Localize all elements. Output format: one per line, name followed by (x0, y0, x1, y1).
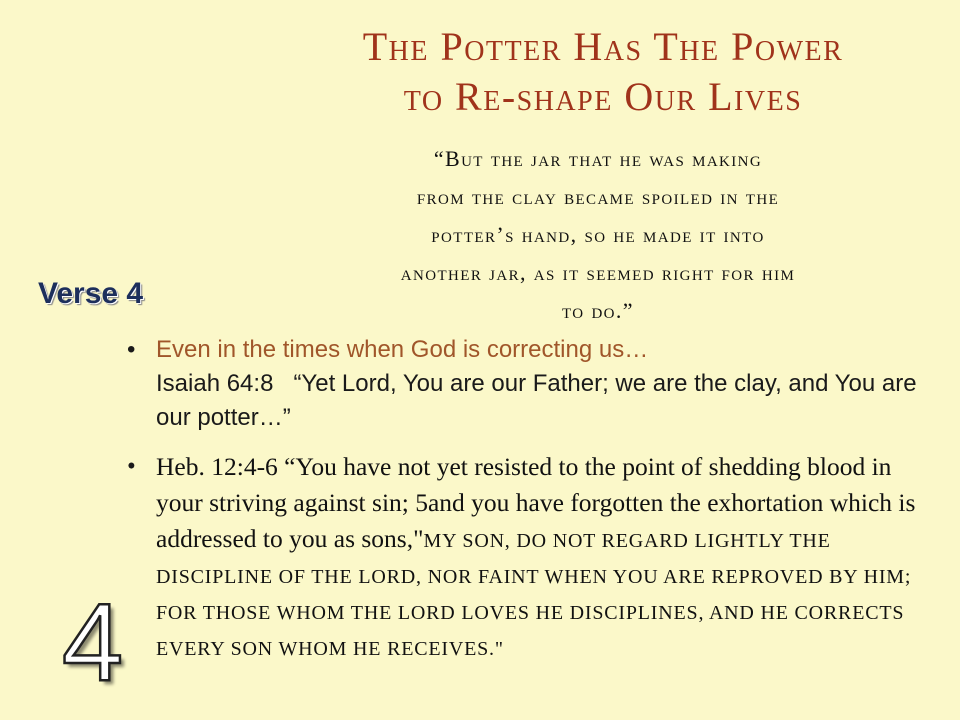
quote-line-4: another jar, as it seemed right for him (400, 260, 796, 285)
verse-label: Verse 4 (38, 277, 144, 310)
bullet1-lead: Even in the times when God is correcting us… (156, 336, 649, 363)
bullet1-reference: Isaiah 64:8 (156, 370, 274, 397)
quote-line-5: to do.” (562, 298, 634, 323)
scripture-quote (288, 140, 908, 330)
bullet-marker: • (127, 453, 136, 480)
bullet2-text: Heb. 12:4-6 “You have not yet resisted to the point of shedding blood in your striving against sin; 5and you have forgotten the exhortation which is addressed to you as sons," (156, 452, 916, 553)
quote-line-1: “But the jar that he was making (433, 146, 763, 171)
bullet-isaiah (127, 333, 939, 435)
slide-number: 4 (62, 581, 124, 704)
bullet-marker: • (127, 336, 136, 363)
bullet-hebrews (127, 449, 939, 665)
title-line-2: to Re-shape Our Lives (403, 74, 803, 119)
slide-title (258, 22, 948, 122)
title-line-1: The Potter Has The Power (362, 24, 844, 69)
bullet-list (127, 333, 939, 665)
quote-line-2: from the clay became spoiled in the (416, 184, 780, 209)
bullet2-caps-quote: MY SON, DO NOT REGARD LIGHTLY THE DISCIPLINE OF THE LORD, NOR FAINT WHEN YOU ARE REPROVED BY HIM; FOR THOSE WHOM THE LORD LOVES HE DISCIPLINES, AND HE CORRECTS EVERY SON WHOM HE RECEIVES." (156, 530, 912, 660)
quote-line-3: potter’s hand, so he made it into (431, 222, 765, 247)
bullet1-quote: “Yet Lord, You are our Father; we are the clay, and You are our potter…” (156, 370, 917, 431)
